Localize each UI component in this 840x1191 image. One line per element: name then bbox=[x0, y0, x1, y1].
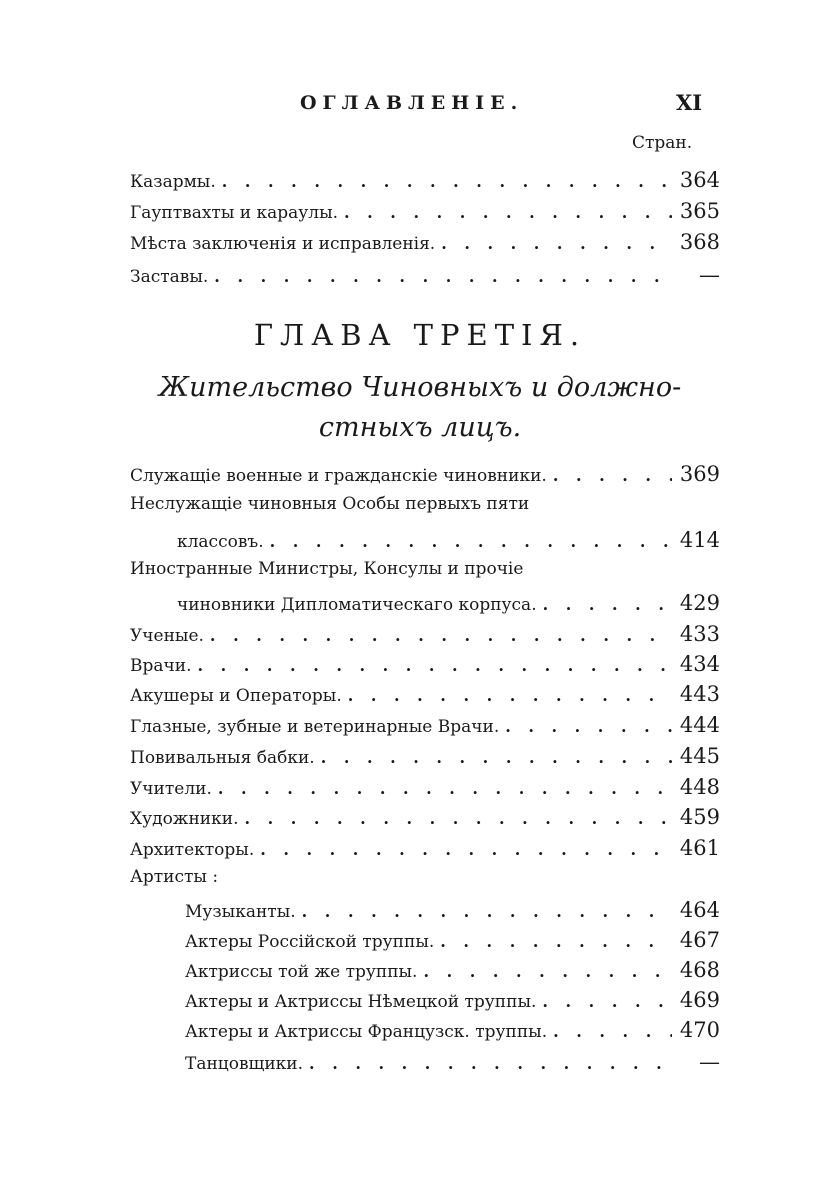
toc-entry-title: Мѣста заключенія и исправленія. bbox=[130, 234, 436, 254]
toc-entry-title: Актриссы той же труппы. bbox=[185, 962, 418, 982]
toc-entry-title: Служащіе военные и гражданскіе чиновники. bbox=[130, 466, 547, 486]
dot-leader bbox=[440, 932, 672, 951]
toc-entry-title: Гауптвахты и караулы. bbox=[130, 203, 339, 223]
toc-entry-title: классовъ. bbox=[177, 532, 264, 552]
toc-entry bbox=[130, 462, 720, 488]
toc-entry bbox=[185, 898, 720, 924]
toc-entry-title: Актеры и Актриссы Нѣмецкой труппы. bbox=[185, 992, 537, 1012]
toc-entry-page: 364 bbox=[679, 168, 720, 192]
toc-entry bbox=[185, 1050, 720, 1076]
toc-entry-page: 461 bbox=[679, 836, 720, 860]
toc-entry-page: 434 bbox=[679, 652, 720, 676]
toc-entry bbox=[130, 622, 720, 648]
toc-entry-title: Врачи. bbox=[130, 656, 192, 676]
chapter-heading: ГЛАВА ТРЕТІЯ. bbox=[253, 318, 587, 352]
dot-leader bbox=[302, 902, 672, 921]
toc-entry-page: 464 bbox=[679, 898, 720, 922]
toc-entry-title: Танцовщики. bbox=[185, 1054, 304, 1074]
toc-entry-title: чиновники Дипломатическаго корпуса. bbox=[177, 595, 537, 615]
toc-entry bbox=[130, 199, 720, 225]
toc-entry-title: Заставы. bbox=[130, 267, 209, 287]
dot-leader bbox=[321, 748, 672, 767]
toc-entry-title: Глазные, зубные и ветеринарные Врачи. bbox=[130, 717, 500, 737]
chapter-subtitle-line-1: Жительство Чиновныхъ и должно- bbox=[158, 372, 682, 403]
toc-entry bbox=[130, 559, 720, 585]
toc-entry-page: 433 bbox=[679, 622, 720, 646]
toc-entry-page: — bbox=[699, 1050, 720, 1074]
toc-entry bbox=[185, 928, 720, 954]
toc-entry-page: 444 bbox=[679, 713, 720, 737]
page-column-label: Стран. bbox=[632, 133, 693, 153]
toc-entry-page: 470 bbox=[679, 1018, 720, 1042]
toc-entry-page: 468 bbox=[679, 958, 720, 982]
toc-entry-continued bbox=[177, 591, 720, 617]
dot-leader bbox=[309, 1054, 672, 1073]
toc-entry-page: 445 bbox=[679, 744, 720, 768]
toc-entry-page: 448 bbox=[679, 775, 720, 799]
toc-entry bbox=[130, 775, 720, 801]
toc-entry-title: Актеры Россійской труппы. bbox=[185, 932, 435, 952]
toc-entry-title: Архитекторы. bbox=[130, 840, 255, 860]
toc-entry-title: Учители. bbox=[130, 779, 212, 799]
toc-entry-page: 429 bbox=[679, 591, 720, 615]
dot-leader bbox=[260, 840, 672, 859]
dot-leader bbox=[543, 595, 672, 614]
dot-leader bbox=[553, 1022, 672, 1041]
toc-section-label bbox=[130, 867, 720, 893]
running-head: ОГЛАВЛЕНІЕ. bbox=[300, 92, 524, 114]
toc-entry bbox=[130, 168, 720, 194]
toc-entry-title: Повивальныя бабки. bbox=[130, 748, 315, 768]
toc-entry bbox=[130, 263, 720, 289]
page-number: XI bbox=[676, 90, 703, 115]
toc-entry bbox=[130, 713, 720, 739]
toc-entry-title: Неслужащіе чиновныя Особы первыхъ пяти bbox=[130, 494, 530, 514]
dot-leader bbox=[218, 779, 672, 798]
toc-entry-page: — bbox=[699, 263, 720, 287]
toc-entry-page: 369 bbox=[679, 462, 720, 486]
dot-leader bbox=[505, 717, 672, 736]
dot-leader bbox=[348, 686, 672, 705]
toc-entry bbox=[130, 682, 720, 708]
toc-entry-title: Акушеры и Операторы. bbox=[130, 686, 342, 706]
toc-entry-title: Ученые. bbox=[130, 626, 204, 646]
toc-entry-page: 368 bbox=[679, 230, 720, 254]
dot-leader bbox=[344, 203, 672, 222]
toc-entry-page: 469 bbox=[679, 988, 720, 1012]
toc-entry-continued bbox=[177, 528, 720, 554]
toc-entry bbox=[130, 652, 720, 678]
toc-entry-title: Художники. bbox=[130, 809, 239, 829]
toc-entry bbox=[185, 958, 720, 984]
dot-leader bbox=[423, 962, 672, 981]
toc-entry-title: Артисты : bbox=[130, 867, 219, 887]
dot-leader bbox=[553, 466, 672, 485]
toc-entry-title: Казармы. bbox=[130, 172, 216, 192]
toc-entry bbox=[185, 988, 720, 1014]
toc-entry bbox=[130, 494, 720, 520]
dot-leader bbox=[441, 234, 672, 253]
dot-leader bbox=[542, 992, 672, 1011]
dot-leader bbox=[270, 532, 672, 551]
toc-entry bbox=[185, 1018, 720, 1044]
toc-entry-page: 443 bbox=[679, 682, 720, 706]
dot-leader bbox=[222, 172, 672, 191]
toc-entry-page: 467 bbox=[679, 928, 720, 952]
dot-leader bbox=[244, 809, 672, 828]
dot-leader bbox=[210, 626, 672, 645]
toc-entry-page: 459 bbox=[679, 805, 720, 829]
dot-leader bbox=[197, 656, 672, 675]
toc-entry-page: 414 bbox=[679, 528, 720, 552]
toc-entry-title: Музыканты. bbox=[185, 902, 296, 922]
toc-entry bbox=[130, 230, 720, 256]
toc-entry-title: Иностранные Министры, Консулы и прочіе bbox=[130, 559, 524, 579]
toc-entry bbox=[130, 744, 720, 770]
toc-entry-title: Актеры и Актриссы Французск. труппы. bbox=[185, 1022, 548, 1042]
toc-entry bbox=[130, 805, 720, 831]
chapter-subtitle-line-2: стныхъ лицъ. bbox=[318, 412, 522, 443]
toc-entry bbox=[130, 836, 720, 862]
toc-entry-page: 365 bbox=[679, 199, 720, 223]
dot-leader bbox=[214, 267, 672, 286]
